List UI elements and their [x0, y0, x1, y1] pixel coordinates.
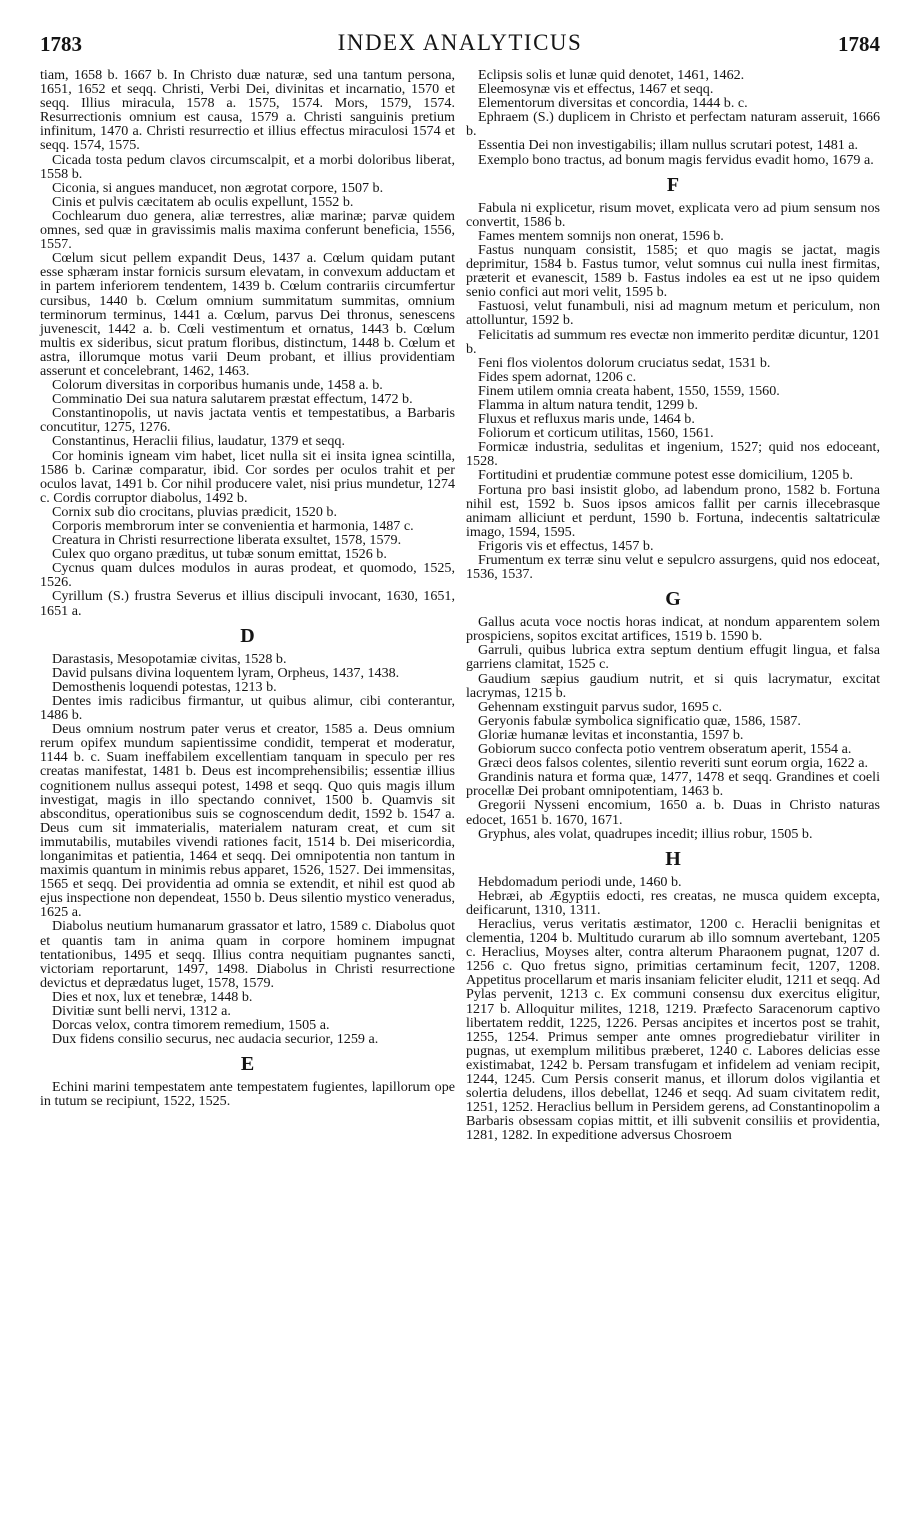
- index-entry: Dorcas velox, contra timorem remedium, 1505 a.: [52, 1017, 330, 1034]
- index-entry: Creatura in Christi resurrectione liberata exsultet, 1578, 1579.: [52, 532, 402, 549]
- index-entry: Cinis et pulvis cæcitatem ab oculis expellunt, 1552 b.: [52, 193, 354, 210]
- page-number-right: 1784: [838, 32, 880, 56]
- index-entry: Cor hominis igneam vim habet, licet nulla sit ei insita ignea scintilla, 1586 b. Carinæ comparatur, ibid. Cor sordes per oculos trahit et per oculos lavat, 1491 b. Cor nihil producere valet, nisi prius mundetur, 1274 c. Cordis corruptor diabolus, 1492 b.: [40, 447, 455, 506]
- index-entry: Corporis membrorum inter se convenientia et harmonia, 1487 c.: [52, 518, 414, 534]
- index-entry: Eleemosynæ vis et effectus, 1467 et seqq.: [478, 81, 714, 98]
- running-title: INDEX ANALYTICUS: [337, 30, 583, 55]
- index-entry: David pulsans divina loquentem lyram, Orpheus, 1437, 1438.: [52, 664, 400, 681]
- index-entry: Fortuna pro basi insistit globo, ad labendum prono, 1582 b. Fortuna nihil est, 1592 b. Suos ipsos amicos fallit per carnis illecebrasque animam alliciunt et perdunt, 1590 b. Fortuna, indecentis saltatriculæ imago, 1594, 1595.: [466, 481, 880, 540]
- index-entry: Colorum diversitas in corporibus humanis unde, 1458 a. b.: [52, 377, 383, 394]
- index-entry: Garruli, quibus lubrica extra septum dentium effugit lingua, et falsa garriens clamitat, 1525 c.: [466, 642, 880, 673]
- index-entry: Ciconia, si angues manducet, non ægrotat corpore, 1507 b.: [52, 179, 384, 196]
- index-entry: Heraclius, verus veritatis æstimator, 1200 c. Heraclii benignitas et clementia, 1204 b. Multitudo curarum ab illo somnum avertebant, 1205 c. Heraclius, Moyses alter, contra alterum Pharaonem pugnat, 1207 d. 1256 c. Quo fretus signo, primitias certaminum fecit, 1207, 1208. Appetitus procellarum et maris insaniam feliciter eludit, 1211 et seqq. Ad Pylas pervenit, 1213 c. Ex communi consensu dux exercitus eligitur, 1217 b. Alloquitur milites, 1218, 1219. Præfecto Saracenorum captivo libertatem reddit, 1225, 1226. Persas ancipites et incertos post se trahit, 1255, 1254. Primus semper ante omnes progrediebatur viriliter in pugnas, ut exemplum militibus præberet, 1240 c. Labores delicias esse existimabat, 1242 b. Persam transfugam et infidelem ad veniam recipit, 1244, 1245. Cum Persis conserit manus, et illorum dolos vigilantia et solertia deludens, illos debellat, 1246 et seqq. Ad suam civitatem redit, 1251, 1252. Heraclius bellum in Persidem gerens, ad Constantinopolim a Barbaris obsessam copias mittit, et illi subvenit consiliis et providentia, 1281, 1282. In expeditione adversus Chosroem: [466, 915, 880, 1144]
- index-entry: Fames mentem somnijs non onerat, 1596 b.: [478, 227, 724, 244]
- index-entry: Dux fidens consilio securus, nec audacia securior, 1259 a.: [52, 1031, 379, 1048]
- section-letter: E: [240, 1053, 255, 1076]
- index-entry: Cycnus quam dulces modulos in auras prodeat, et quomodo, 1525, 1526.: [40, 560, 455, 591]
- index-entry: Essentia Dei non investigabilis; illam nullus scrutari potest, 1481 a.: [478, 137, 859, 154]
- index-entry: Eclipsis solis et lunæ quid denotet, 1461, 1462.: [478, 67, 745, 83]
- index-entry: Culex quo organo præditus, ut tubæ sonum emittat, 1526 b.: [52, 546, 387, 563]
- index-entry: Exemplo bono tractus, ad bonum magis fervidus evadit homo, 1679 a.: [478, 151, 874, 168]
- index-entry: Gloriæ humanæ levitas et inconstantia, 1597 b.: [478, 726, 744, 743]
- index-entry: Gallus acuta voce noctis horas indicat, at nondum apparentem solem prospiciens, sopitos excitat artifices, 1519 b. 1590 b.: [466, 614, 880, 645]
- index-entry: Fastus nunquam consistit, 1585; et quo magis se jactat, magis deprimitur, 1584 b. Fastus tumor, velut somnus cui nulla inest firmitas, præterit et evanescit, 1589 b. Fastus indoles ea est ut ne ipso quidem senio confici aut mori velit, 1595 b.: [466, 241, 880, 301]
- index-entry: Constantinopolis, ut navis jactata ventis et tempestatibus, a Barbaris concutitur, 1275, 1276.: [40, 405, 455, 436]
- index-entry: Fastuosi, velut funambuli, nisi ad magnum metum et periculum, non attolluntur, 1592 b.: [466, 298, 880, 329]
- right-column: [466, 68, 880, 1142]
- index-entry: Grandinis natura et forma quæ, 1477, 1478 et seqq. Grandines et coeli procellæ Dei probant omnipotentiam, 1463 b.: [466, 769, 880, 800]
- index-entry: Demosthenis loquendi potestas, 1213 b.: [52, 678, 277, 695]
- index-entry: Cochlearum duo genera, aliæ terrestres, aliæ marinæ; parvæ quidem omnes, sed quæ in gravissimis malis maxima conferunt beneficia, 1556, 1557.: [40, 207, 455, 253]
- index-entry: Dentes imis radicibus firmantur, ut quibus alimur, cibi conterantur, 1486 b.: [40, 692, 455, 724]
- index-entry: tiam, 1658 b. 1667 b. In Christo duæ naturæ, sed una tantum persona, 1651, 1652 et seqq. Christi, Verbi Dei, divinitas et incarnatio, 1570 et seqq. Illius miracula, 1578 a. 1575, 1574. Mors, 1579, 1574. Resurrectionis omnium est causa, 1579 a. Christi sanguinis pretium infinitum, 1470 a. Christi resurrectio et illius effectus miraculosi 1574 et seqq. 1574, 1575.: [40, 67, 455, 154]
- index-entry: Gregorii Nysseni encomium, 1650 a. b. Duas in Christo naturas edocet, 1651 b. 1670, 1671.: [466, 797, 880, 828]
- index-entry: Cœlum sicut pellem expandit Deus, 1437 a. Cœlum quidam putant esse sphæram instar fornicis sursum elevatam, in convexum adductam et in partem inferiorem tendentem, 1439 b. Cœlum contrariis circumfertur cursibus, 1440 b. Cœlum omnium summitatum summitas, omnium terminorum terminus, 1441 a. Cœlum, parvus Dei thronus, senescens juvenescit, 1442 a. b. Cœli vestimentum et ornatus, 1443 b. Cœlum multis ex sideribus, sicut pratum floribus, distinctum, 1448 b. Cœlum et astra, illorumque motus varii Deum probant, et illius providentiam asserunt et concelebrant, 1462, 1463.: [40, 250, 455, 379]
- index-entry: Comminatio Dei sua natura salutarem præstat effectum, 1472 b.: [52, 391, 413, 408]
- section-letter: H: [665, 847, 681, 870]
- index-entry: Gaudium sæpius gaudium nutrit, et si quis lacrymatur, excitat lacrymas, 1215 b.: [466, 670, 880, 701]
- left-column: [40, 68, 455, 1108]
- index-entry: Frigoris vis et effectus, 1457 b.: [478, 537, 654, 554]
- index-entry: Ephraem (S.) duplicem in Christo et perfectam naturam asseruit, 1666 b.: [466, 109, 880, 140]
- index-entry: Constantinus, Heraclii filius, laudatur, 1379 et seqq.: [52, 433, 346, 450]
- index-entry: Echini marini tempestatem ante tempestatem fugientes, lapillorum ope in tutum se recipiunt, 1522, 1525.: [40, 1079, 455, 1110]
- index-entry: Cyrillum (S.) frustra Severus et illius discipuli invocant, 1630, 1651, 1651 a.: [40, 588, 455, 619]
- index-entry: Felicitatis ad summum res evectæ non immerito perditæ dicuntur, 1201 b.: [466, 326, 880, 357]
- index-entry: Feni flos violentos dolorum cruciatus sedat, 1531 b.: [478, 354, 771, 371]
- index-entry: Hebdomadum periodi unde, 1460 b.: [478, 873, 682, 890]
- index-entry: Cornix sub dio crocitans, pluvias prædicit, 1520 b.: [52, 503, 337, 520]
- index-entry: Hebræi, ab Ægyptiis edocti, res creatas, ne musca quidem excepta, deificarunt, 1310, 1311.: [466, 887, 880, 918]
- index-entry: Gobiorum succo confecta potio ventrem obseratum aperit, 1554 a.: [478, 741, 852, 758]
- index-entry: Fabula ni explicetur, risum movet, explicata vero ad pium sensum nos convertit, 1586 b.: [466, 199, 880, 230]
- index-entry: Deus omnium nostrum pater verus et creator, 1585 a. Deus omnium rerum opifex mundum sapientissime condidit, temperat et moderatur, 1144 b. c. Suam ineffabilem excellentiam tanquam in speculo per res creatas manifestat, 1481 b. Deus est incomprehensibilis; essentiæ illius cognitionem nullus assequi potest, 1498 et seqq. Quo quis magis illum investigat, magis in illo spectando connivet, 1500 b. Quamvis sit absconditus, operationibus suis se cognoscendum dedit, 1592 b. 1547 a. Deus cum sit immaterialis, materialem naturam creat, et cum sit immutabilis, mutabiles vivendi rationes facit, 1514 b. Dei misericordia, longanimitas et patientia, 1464 et seqq. Dei omnipotentia non tantum in maximis quantum in minimis rebus apparet, 1526, 1527. Dei immensitas, 1565 et seqq. Dei providentia ad omnia se extendit, et nihil est quod ab ejus inspectione non dependeat, 1550 b. Deus silentio mystico veneradus, 1625 a.: [40, 721, 455, 921]
- index-entry: Finem utilem omnia creata habent, 1550, 1559, 1560.: [478, 382, 780, 399]
- index-entry: Diabolus neutium humanarum grassator et latro, 1589 c. Diabolus quot et quantis tam in anima quam in corpore hominem impugnat tentationibus, 1495 et seqq. Illius contra nequitiam pugnantes sancti, victoriam reportarunt, 1497, 1498. Diabolus in Christi resurrectione devictus et deprædatus luget, 1578, 1579.: [40, 918, 455, 991]
- index-entry: Fortitudini et prudentiæ commune potest esse domicilium, 1205 b.: [478, 467, 854, 484]
- section-letter: G: [665, 588, 681, 611]
- index-entry: Fluxus et refluxus maris unde, 1464 b.: [478, 411, 695, 428]
- index-entry: Cicada tosta pedum clavos circumscalpit, et a morbi doloribus liberat, 1558 b.: [40, 151, 455, 182]
- index-entry: Foliorum et corticum utilitas, 1560, 1561.: [478, 425, 714, 442]
- section-letter: F: [666, 173, 680, 196]
- index-entry: Geryonis fabulæ symbolica significatio quæ, 1586, 1587.: [478, 712, 801, 729]
- index-entry: Flamma in altum natura tendit, 1299 b.: [478, 396, 698, 413]
- index-entry: Formicæ industria, sedulitas et ingenium, 1527; quid nos edoceant, 1528.: [466, 439, 880, 470]
- index-entry: Gehennam exstinguit parvus sudor, 1695 c.: [478, 698, 723, 715]
- section-letter: D: [240, 624, 255, 647]
- page-number-left: 1783: [40, 32, 82, 56]
- page-header: [0, 28, 920, 62]
- index-entry: Frumentum ex terræ sinu velut e sepulcro assurgens, quid nos edoceat, 1536, 1537.: [466, 552, 880, 583]
- index-entry: Græci deos falsos colentes, silentio reveriti sunt eorum orgia, 1622 a.: [478, 755, 868, 772]
- index-entry: Dies et nox, lux et tenebræ, 1448 b.: [52, 988, 253, 1005]
- index-entry: Divitiæ sunt belli nervi, 1312 a.: [52, 1003, 231, 1019]
- index-entry: Darastasis, Mesopotamiæ civitas, 1528 b.: [52, 650, 287, 667]
- index-entry: Gryphus, ales volat, quadrupes incedit; illius robur, 1505 b.: [478, 825, 813, 842]
- index-entry: Fides spem adornat, 1206 c.: [478, 368, 637, 385]
- index-entry: Elementorum diversitas et concordia, 1444 b. c.: [478, 95, 748, 112]
